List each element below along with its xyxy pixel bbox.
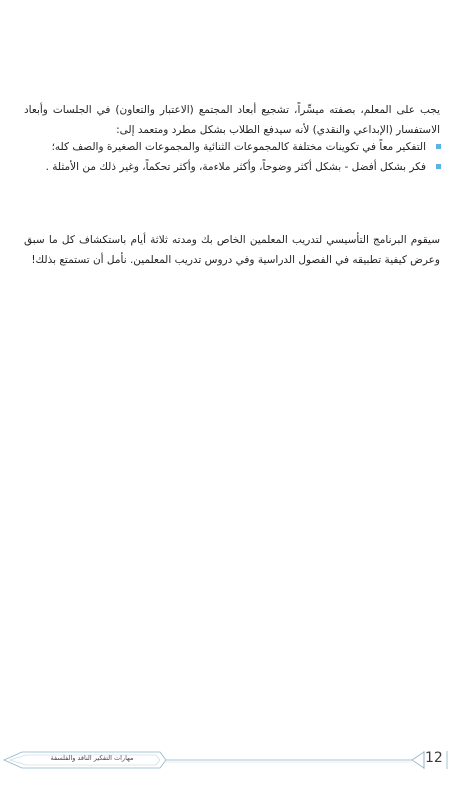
page-number: 12 [425, 750, 443, 766]
closing-paragraph: سيقوم البرنامج التأسيسي لتدريب المعلمين الخاص بك ومدته ثلاثة أيام باستكشاف كل ما سبق وعرض كيفية تطبيقه في الفصول الدراسية وفي دروس تدريب المعلمين. نأمل أن تستمتع بذلك! [24, 233, 440, 266]
list-item [24, 157, 442, 177]
intro-paragraph: يجب على المعلم، بصفته ميسِّراً، تشجيع أبعاد المجتمع (الاعتبار والتعاون) في الجلسات وأبعاد الاستفسار (الإبداعي والنقدي) لأنه سيدفع الطلاب بشكل مطرد ومتعمد إلى: [24, 103, 440, 136]
square-bullet-icon [436, 144, 441, 149]
bullet-text: التفكير معاً في تكوينات مختلفة كالمجموعات الثنائية والمجموعات الصغيرة والصف كله؛ [51, 141, 426, 153]
bullet-list [24, 137, 442, 177]
page-footer [0, 748, 450, 772]
square-bullet-icon [436, 164, 441, 169]
bullet-text: فكر بشكل أفضل - بشكل أكثر وضوحاً، وأكثر ملاءمة، وأكثر تحكماً، وغير ذلك من الأمثلة . [45, 161, 426, 173]
book-title: مهارات التفكير الناقد والفلسفة [50, 754, 134, 762]
list-item [24, 137, 442, 157]
